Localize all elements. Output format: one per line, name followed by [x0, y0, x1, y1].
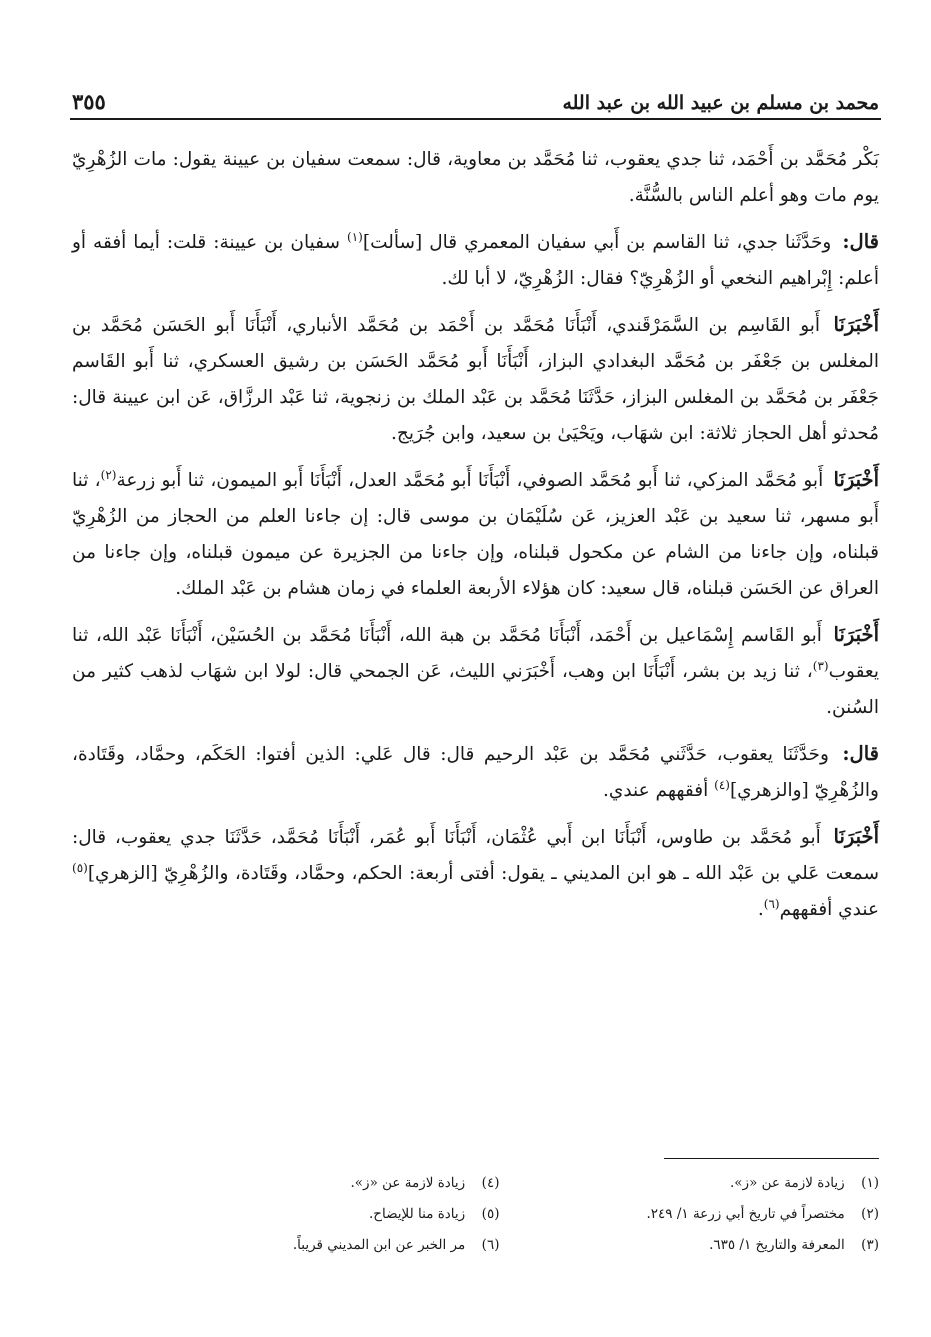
paragraph-text: أَبو القَاسم إِسْمَاعيل بن أَحْمَد، أَنْبَأَنَا مُحَمَّد بن هبة الله، أَنْبَأَنَا مُحَمَّد بن الحُسَيْن، أَنْبَأَنَا عَبْد الله، ثنا يعقوب: [72, 625, 879, 682]
paragraph-text: ، ثنا أَبو مسهر، ثنا سعيد بن عَبْد العزيز، عَن سُلَيْمَان بن موسى قال: إن جاءنا العلم من الحجاز من الزُهْرِيّ قبلناه، وإن جاءنا من الشام عن مكحول قبلناه، وإن جاءنا من الجزيرة عن ميمون قبلناه، وإن جاءنا من العراق عن الحَسَن قبلناه، قال سعيد: كان هؤلاء الأربعة العلماء في زمان هشام بن عَبْد الملك.: [72, 470, 879, 599]
page-number: ٣٥٥: [72, 89, 106, 114]
footnote-number: (٥): [481, 1206, 500, 1222]
footnote-ref-4[interactable]: (٤): [714, 777, 730, 792]
main-text: [72, 142, 879, 938]
footnote-number: (٣): [861, 1237, 879, 1253]
paragraph-4: [72, 462, 879, 607]
paragraph-5: [72, 617, 879, 726]
footnote-text: مر الخبر عن ابن المديني قريباً.: [292, 1237, 466, 1253]
paragraph-lead: قال:: [842, 742, 879, 765]
footnote-number: (٤): [481, 1175, 500, 1191]
paragraph-text: بَكْر مُحَمَّد بن أَحْمَد، ثنا جدي يعقوب، ثنا مُحَمَّد بن معاوية، قال: سمعت سفيان بن عيينة يقول: مات الزُهْرِيّ يوم مات وهو أعلم الناس بالسُّنَّة.: [72, 149, 879, 206]
paragraph-lead: أَخْبَرَنَا: [833, 468, 879, 491]
footnote-ref-1[interactable]: (١): [347, 229, 363, 244]
paragraph-text: أَبو مُحَمَّد بن طاوس، أَنْبَأَنَا ابن أَبي عُثْمَان، أَنْبَأَنَا أَبو عُمَر، أَنْبَأَنَا مُحَمَّد، حَدَّثَنَا جدي يعقوب، قال: سمعت عَلي بن عَبْد الله ـ هو ابن المديني ـ يقول: أفتى أربعة: الحكم، وحمَّاد، وقَتَادة، والزُهْرِيّ [الزهري]: [72, 827, 879, 884]
paragraph-text: أَبو مُحَمَّد المزكي، ثنا أَبو مُحَمَّد الصوفي، أَنْبَأَنَا أَبو مُحَمَّد العدل، أَنْبَأَنَا أَبو الميمون، ثنا أَبو زرعة: [116, 470, 824, 491]
footnote-item: [180, 1199, 500, 1230]
paragraph-lead: أَخْبَرَنَا: [833, 623, 879, 646]
paragraph-text: أَبو القَاسِم بن السَّمَرْقَندي، أَنْبَأَنَا مُحَمَّد بن أَحْمَد بن مُحَمَّد الأنباري، أَنْبَأَنَا أَبو الحَسَن مُحَمَّد بن المغلس بن جَعْفَر بن مُحَمَّد البغدادي البزاز، أَنْبَأَنَا أَبو مُحَمَّد الحَسَن بن رشيق العسكري، ثنا أَبو القَاسم جَعْفَر بن مُحَمَّد بن المغلس البزاز، حَدَّثَنَا مُحَمَّد بن عَبْد الملك بن زنجوية، ثنا عَبْد الرزَّاق، عَن ابن عيينة قال: مُحدثو أهل الحجاز ثلاثة: ابن شهَاب، ويَحْيَىٰ بن سعيد، وابن جُرَيج.: [72, 315, 879, 444]
footnote-text: زيادة لازمة عن «ز».: [730, 1175, 845, 1191]
footnote-number: (٦): [481, 1237, 500, 1253]
header-rule: [70, 118, 881, 120]
footnote-number: (٢): [861, 1206, 879, 1222]
footnote-text: المعرفة والتاريخ ١/ ٦٣٥.: [709, 1237, 845, 1253]
footnote-item: [180, 1168, 500, 1199]
paragraph-text: سفيان بن عيينة: قلت: أيما أفقه أو أعلم: إِبْراهيم النخعي أو الزُهْرِيّ؟ فقال: الزُهْرِيّ، لا أبا لك.: [72, 232, 879, 289]
footnotes: [180, 1168, 879, 1261]
running-title: محمد بن مسلم بن عبيد الله بن عبد الله: [562, 92, 879, 114]
footnotes-column-right: [560, 1168, 880, 1261]
paragraph-lead: أَخْبَرَنَا: [833, 313, 879, 336]
paragraph-text: أفقههم عندي.: [602, 780, 715, 801]
paragraph-text: .: [757, 899, 764, 920]
footnote-text: زيادة لازمة عن «ز».: [350, 1175, 466, 1191]
paragraph-1: [72, 142, 879, 214]
paragraph-6: [72, 736, 879, 809]
paragraph-7: [72, 819, 879, 928]
footnote-ref-2[interactable]: (٢): [100, 467, 117, 482]
paragraph-text: ، ثنا زيد بن بشر، أَنْبَأَنَا ابن وهب، أَخْبَرَني الليث، عَن الجمحي قال: لولا ابن شهَاب لذهب كثير من السُنن.: [72, 661, 879, 718]
footnote-item: [560, 1199, 880, 1230]
footnote-ref-6[interactable]: (٦): [763, 896, 780, 911]
footnote-rule: [664, 1158, 879, 1159]
page-header: [72, 74, 879, 114]
footnote-item: [180, 1230, 500, 1261]
footnote-item: [560, 1230, 880, 1261]
paragraph-lead: أَخْبَرَنَا: [833, 825, 879, 848]
paragraph-lead: قال:: [842, 230, 879, 253]
paragraph-3: [72, 307, 879, 452]
footnote-text: زيادة منا للإيضاح.: [368, 1206, 466, 1222]
footnote-ref-3[interactable]: (٣): [812, 658, 829, 673]
paragraph-text: عندي أفقههم: [779, 899, 879, 920]
paragraph-text: وحَدَّثَنا جدي، ثنا القاسم بن أَبي سفيان المعمري قال [سألت]: [362, 232, 832, 253]
footnote-ref-5[interactable]: (٥): [72, 860, 88, 875]
footnote-number: (١): [861, 1175, 879, 1191]
footnote-item: [560, 1168, 880, 1199]
paragraph-text: وحَدَّثَنَا يعقوب، حَدَّثَني مُحَمَّد بن عَبْد الرحيم قال: قال عَلي: الذين أفتوا: الحَكَم، وحمَّاد، وقَتَادة، والزُهْرِيّ [والزهري]: [72, 744, 879, 801]
footnote-text: مختصراً في تاريخ أبي زرعة ١/ ٢٤٩.: [646, 1206, 845, 1222]
footnotes-column-left: [180, 1168, 500, 1261]
paragraph-2: [72, 224, 879, 297]
